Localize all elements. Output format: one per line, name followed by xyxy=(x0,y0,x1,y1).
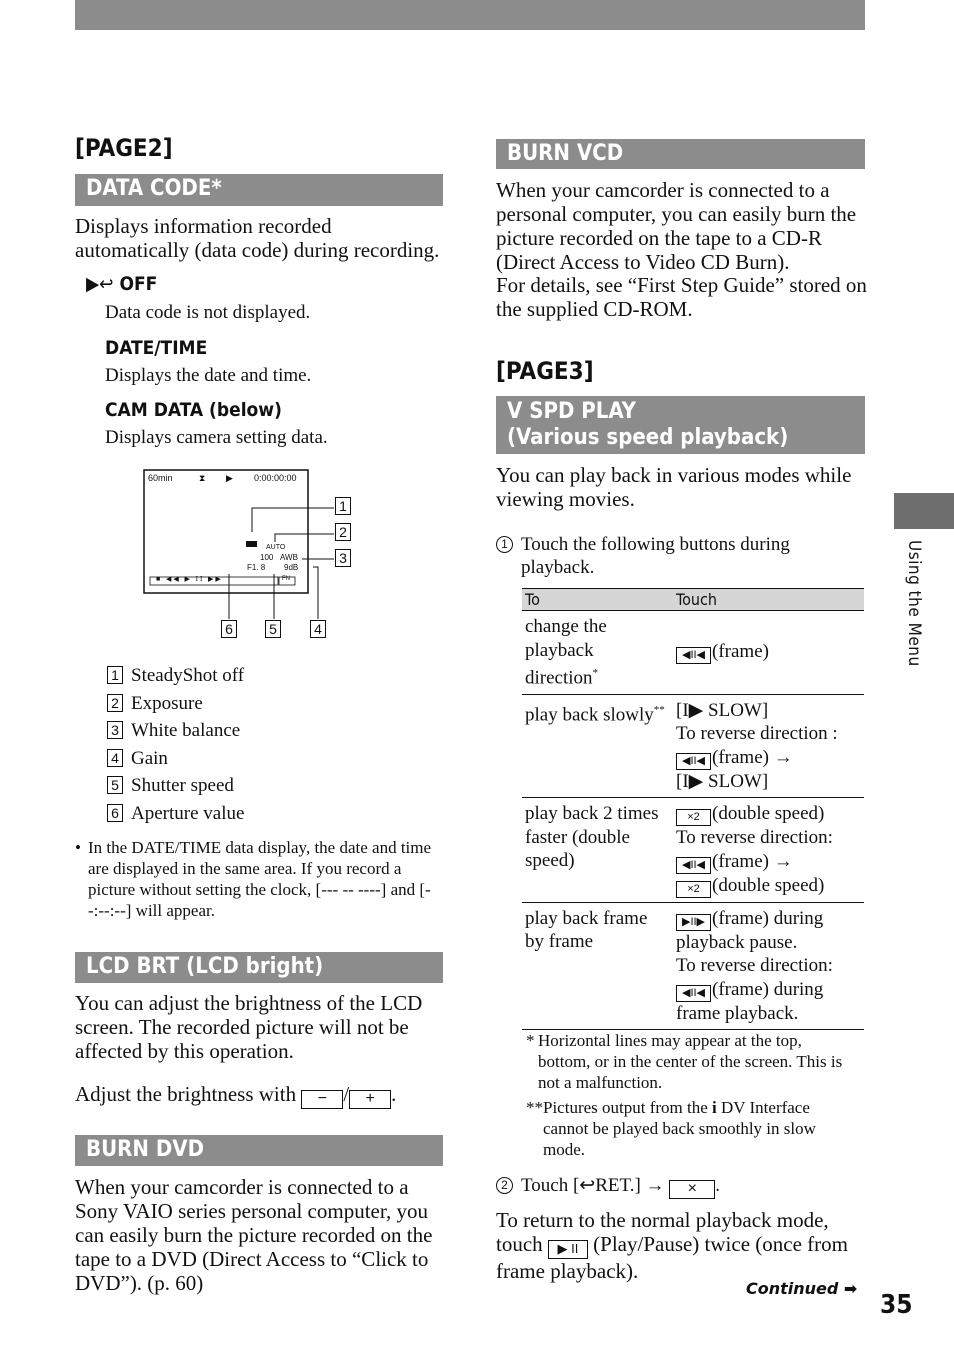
double-speed-button[interactable]: ×2 xyxy=(676,881,711,898)
legend-item: 5 Shutter speed xyxy=(107,774,244,802)
play-pause-button[interactable]: ▶ II xyxy=(548,1240,588,1259)
data-code-desc: Displays information recorded automatically (data code) during recording. xyxy=(75,214,440,262)
step-2: 2 Touch [↩RET.] → × . xyxy=(496,1174,720,1199)
i-link-icon: i xyxy=(712,1098,717,1117)
datetime-note: In the DATE/TIME data display, the date and time are displayed in the same area. If you record a picture without setting the clock, [--- -- ----] and [--:--:--] will appear. xyxy=(88,838,432,920)
double-speed-button[interactable]: ×2 xyxy=(676,809,711,826)
default-arrow-icon: ▶ xyxy=(86,273,100,295)
burn-vcd-title: BURN VCD xyxy=(496,139,865,169)
burn-dvd-title: BURN DVD xyxy=(75,1135,443,1166)
table-header-row xyxy=(522,589,864,611)
legend-item: 2 Exposure xyxy=(107,692,244,720)
table-row xyxy=(522,611,864,695)
lcd-brt-title: LCD BRT (LCD bright) xyxy=(75,952,443,983)
step-number: 1 xyxy=(496,536,513,553)
row-to: play back slowly** xyxy=(522,694,673,798)
step-1: 1 Touch the following buttons during playback. xyxy=(496,533,856,579)
hourglass-icon: ⧗ xyxy=(199,473,206,483)
return-icon: ↩ xyxy=(579,1175,596,1196)
table-row xyxy=(522,902,864,1030)
legend-list xyxy=(107,664,244,829)
return-icon: ↩ xyxy=(99,273,114,295)
row-to: play back frame by frame xyxy=(522,902,673,1030)
data-code-title: DATA CODE* xyxy=(75,174,443,206)
steadyshot-off-glyph xyxy=(246,541,257,547)
table-row xyxy=(522,694,864,798)
auto-label: AUTO xyxy=(266,544,286,551)
callout-2: 2 xyxy=(335,523,351,541)
continued-label: Continued ➡ xyxy=(746,1279,858,1298)
play-icon: ▶ xyxy=(226,473,233,483)
vspd-title: V SPD PLAY (Various speed playback) xyxy=(496,396,865,454)
shutter-value: 100 xyxy=(260,553,274,562)
frame-reverse-button[interactable]: ◀II◀ xyxy=(676,857,711,874)
header-touch: Touch xyxy=(673,589,864,611)
row-touch: ×2 (double speed) To reverse direction: ◀II◀ (frame) → ×2 (double speed) xyxy=(673,798,864,903)
page2-heading: [PAGE2] xyxy=(75,134,173,162)
top-bar xyxy=(75,0,865,30)
burn-vcd-desc: When your camcorder is connected to a personal computer, you can easily burn the picture recorded on the tape to a CD-R (Direct Access to Video CD Burn). xyxy=(496,178,857,274)
footnote-1: Horizontal lines may appear at the top, bottom, or in the center of the screen. This is not a malfunction. xyxy=(538,1031,843,1092)
section-label: Using the Menu xyxy=(904,540,924,667)
vspd-table xyxy=(522,588,864,1030)
option-camdata-desc: Displays camera setting data. xyxy=(105,427,328,448)
row-touch: ▶II▶ (frame) during playback pause. To reverse direction: ◀II◀ (frame) during frame playback. xyxy=(673,902,864,1030)
fn-button: FN xyxy=(282,576,290,582)
legend-item: 3 White balance xyxy=(107,719,244,747)
arrow-right-icon: ➡ xyxy=(843,1279,858,1298)
slow-icon: I▶ xyxy=(682,699,704,721)
minus-button[interactable]: − xyxy=(301,1090,343,1109)
page3-heading: [PAGE3] xyxy=(496,357,594,385)
footnote-2: Pictures output from the i DV Interface cannot be played back smoothly in slow mode. xyxy=(543,1098,816,1159)
awb-value: AWB xyxy=(280,553,298,562)
header-to: To xyxy=(522,589,673,611)
callout-5: 5 xyxy=(265,620,281,638)
control-bar-icons: ■ ◀◀ ▶ II ▶▶ xyxy=(156,575,223,583)
row-touch: [I▶ SLOW] To reverse direction : ◀II◀ (frame) → [I▶ SLOW] xyxy=(673,694,864,798)
aperture-value: F1. 8 xyxy=(247,563,266,572)
step-number: 2 xyxy=(496,1177,513,1194)
legend-item: 4 Gain xyxy=(107,747,244,775)
return-normal: To return to the normal playback mode, touch ▶ II (Play/Pause) twice (once from frame playback). xyxy=(496,1208,848,1283)
page-number: 35 xyxy=(880,1290,913,1320)
legend-item: 1 SteadyShot off xyxy=(107,664,244,692)
callout-3: 3 xyxy=(335,549,351,567)
option-datetime-desc: Displays the date and time. xyxy=(105,365,312,386)
vspd-desc: You can play back in various modes while viewing movies. xyxy=(496,463,852,511)
row-to: play back 2 times faster (double speed) xyxy=(522,798,673,903)
callout-1: 1 xyxy=(335,497,351,515)
option-off: ▶↩ OFF xyxy=(86,273,158,295)
frame-reverse-button[interactable]: ◀II◀ xyxy=(676,647,711,664)
close-button[interactable]: × xyxy=(669,1180,715,1199)
note-bullet: • xyxy=(75,838,81,857)
frame-reverse-button[interactable]: ◀II◀ xyxy=(676,753,711,770)
section-tab xyxy=(894,493,954,529)
option-off-desc: Data code is not displayed. xyxy=(105,302,311,323)
timecode: 0:00:00:00 xyxy=(254,473,297,483)
footnote-2-mark: ** xyxy=(526,1098,543,1117)
lcd-brt-desc: You can adjust the brightness of the LCD screen. The recorded picture will not be affected by this operation. xyxy=(75,991,423,1063)
gain-value: 9dB xyxy=(284,563,299,572)
frame-reverse-button[interactable]: ◀II◀ xyxy=(676,985,711,1002)
lcd-brt-adjust: Adjust the brightness with − / + . xyxy=(75,1082,397,1107)
legend-item: 6 Aperture value xyxy=(107,802,244,830)
footnote-1-mark: * xyxy=(526,1031,535,1050)
burn-dvd-desc: When your camcorder is connected to a Sony VAIO series personal computer, you can easily burn the picture recorded on the tape to a DVD (Direct Access to “Click to DVD”). (p. 60) xyxy=(75,1175,433,1295)
callout-4: 4 xyxy=(310,620,326,638)
option-camdata: CAM DATA (below) xyxy=(105,399,282,421)
cam-data-diagram xyxy=(142,467,347,642)
tape-remaining: 60min xyxy=(148,473,173,483)
option-datetime: DATE/TIME xyxy=(105,337,208,359)
callout-6: 6 xyxy=(221,620,237,638)
burn-vcd-details: For details, see “First Step Guide” stored on the supplied CD-ROM. xyxy=(496,273,867,321)
slow-icon: I▶ xyxy=(682,770,704,792)
table-row xyxy=(522,798,864,903)
frame-forward-button[interactable]: ▶II▶ xyxy=(676,914,711,931)
row-to: change the playback direction* xyxy=(522,611,673,695)
row-touch: ◀II◀ (frame) xyxy=(673,611,864,695)
plus-button[interactable]: + xyxy=(349,1090,391,1109)
